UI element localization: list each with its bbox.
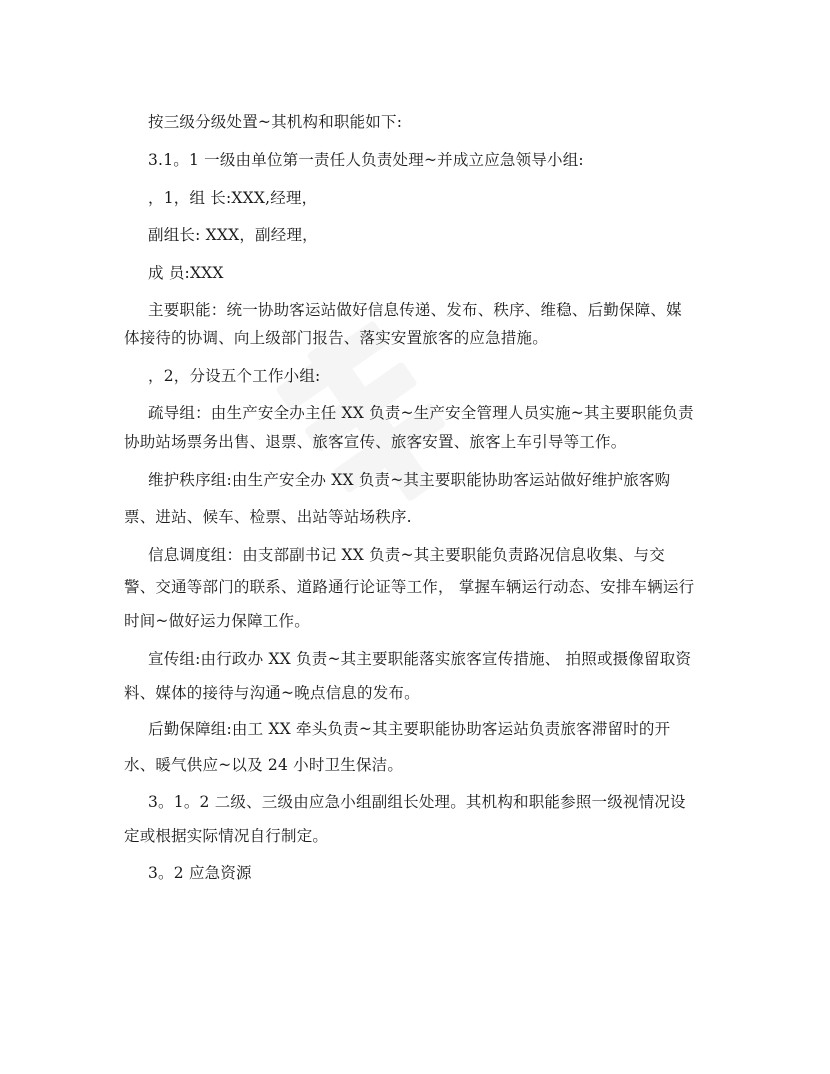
section-heading-3-1-2: 3。1。2 二级、三级由应急小组副组长处理。其机构和职能参照一级视情况设 — [148, 793, 686, 811]
text-line: 副组长: XXX，副经理， — [148, 226, 318, 244]
text-line: ，2，分设五个工作小组: — [148, 367, 321, 385]
text-line: 定或根据实际情况自行制定。 — [124, 827, 329, 845]
text-line: 疏导组：由生产安全办主任 XX 负责~生产安全管理人员实施~其主要职能负责 — [148, 404, 694, 422]
section-heading-3-2: 3。2 应急资源 — [148, 864, 252, 882]
text-line: 成 员:XXX — [148, 264, 224, 282]
text-line: 维护秩序组:由生产安全办 XX 负责~其主要职能协助客运站做好维护旅客购 — [148, 471, 671, 489]
text-line: 时间~做好运力保障工作。 — [124, 612, 310, 630]
text-line: 后勤保障组:由工 XX 牵头负责~其主要职能协助客运站负责旅客滞留时的开 — [148, 720, 671, 738]
text-line: 票、进站、候车、检票、出站等站场秩序. — [124, 508, 412, 526]
text-line: 水、暖气供应~以及 24 小时卫生保洁。 — [124, 756, 404, 774]
text-line: 信息调度组：由支部副书记 XX 负责~其主要职能负责路况信息收集、与交 — [148, 546, 665, 564]
text-line: ，1，组 长:XXX,经理， — [148, 189, 318, 207]
text-line: 宣传组:由行政办 XX 负责~其主要职能落实旅客宣传措施、 拍照或摄像留取资 — [148, 650, 692, 668]
text-line: 体接待的协调、向上级部门报告、落实安置旅客的应急措施。 — [124, 329, 548, 347]
text-line: 协助站场票务出售、退票、旅客宣传、旅客安置、旅客上车引导等工作。 — [124, 433, 627, 451]
text-line: 警、交通等部门的联系、道路通行论证等工作， 掌握车辆运行动态、安排车辆运行 — [124, 578, 695, 596]
text-line: 料、媒体的接待与沟通~晚点信息的发布。 — [124, 684, 420, 702]
text-line: 主要职能：统一协助客运站做好信息传递、发布、秩序、维稳、后勤保障、媒 — [148, 301, 682, 319]
section-heading-3-1-1: 3.1。1 一级由单位第一责任人负责处理~并成立应急领导小组: — [148, 151, 584, 169]
text-line: 按三级分级处置~其机构和职能如下: — [148, 113, 403, 131]
